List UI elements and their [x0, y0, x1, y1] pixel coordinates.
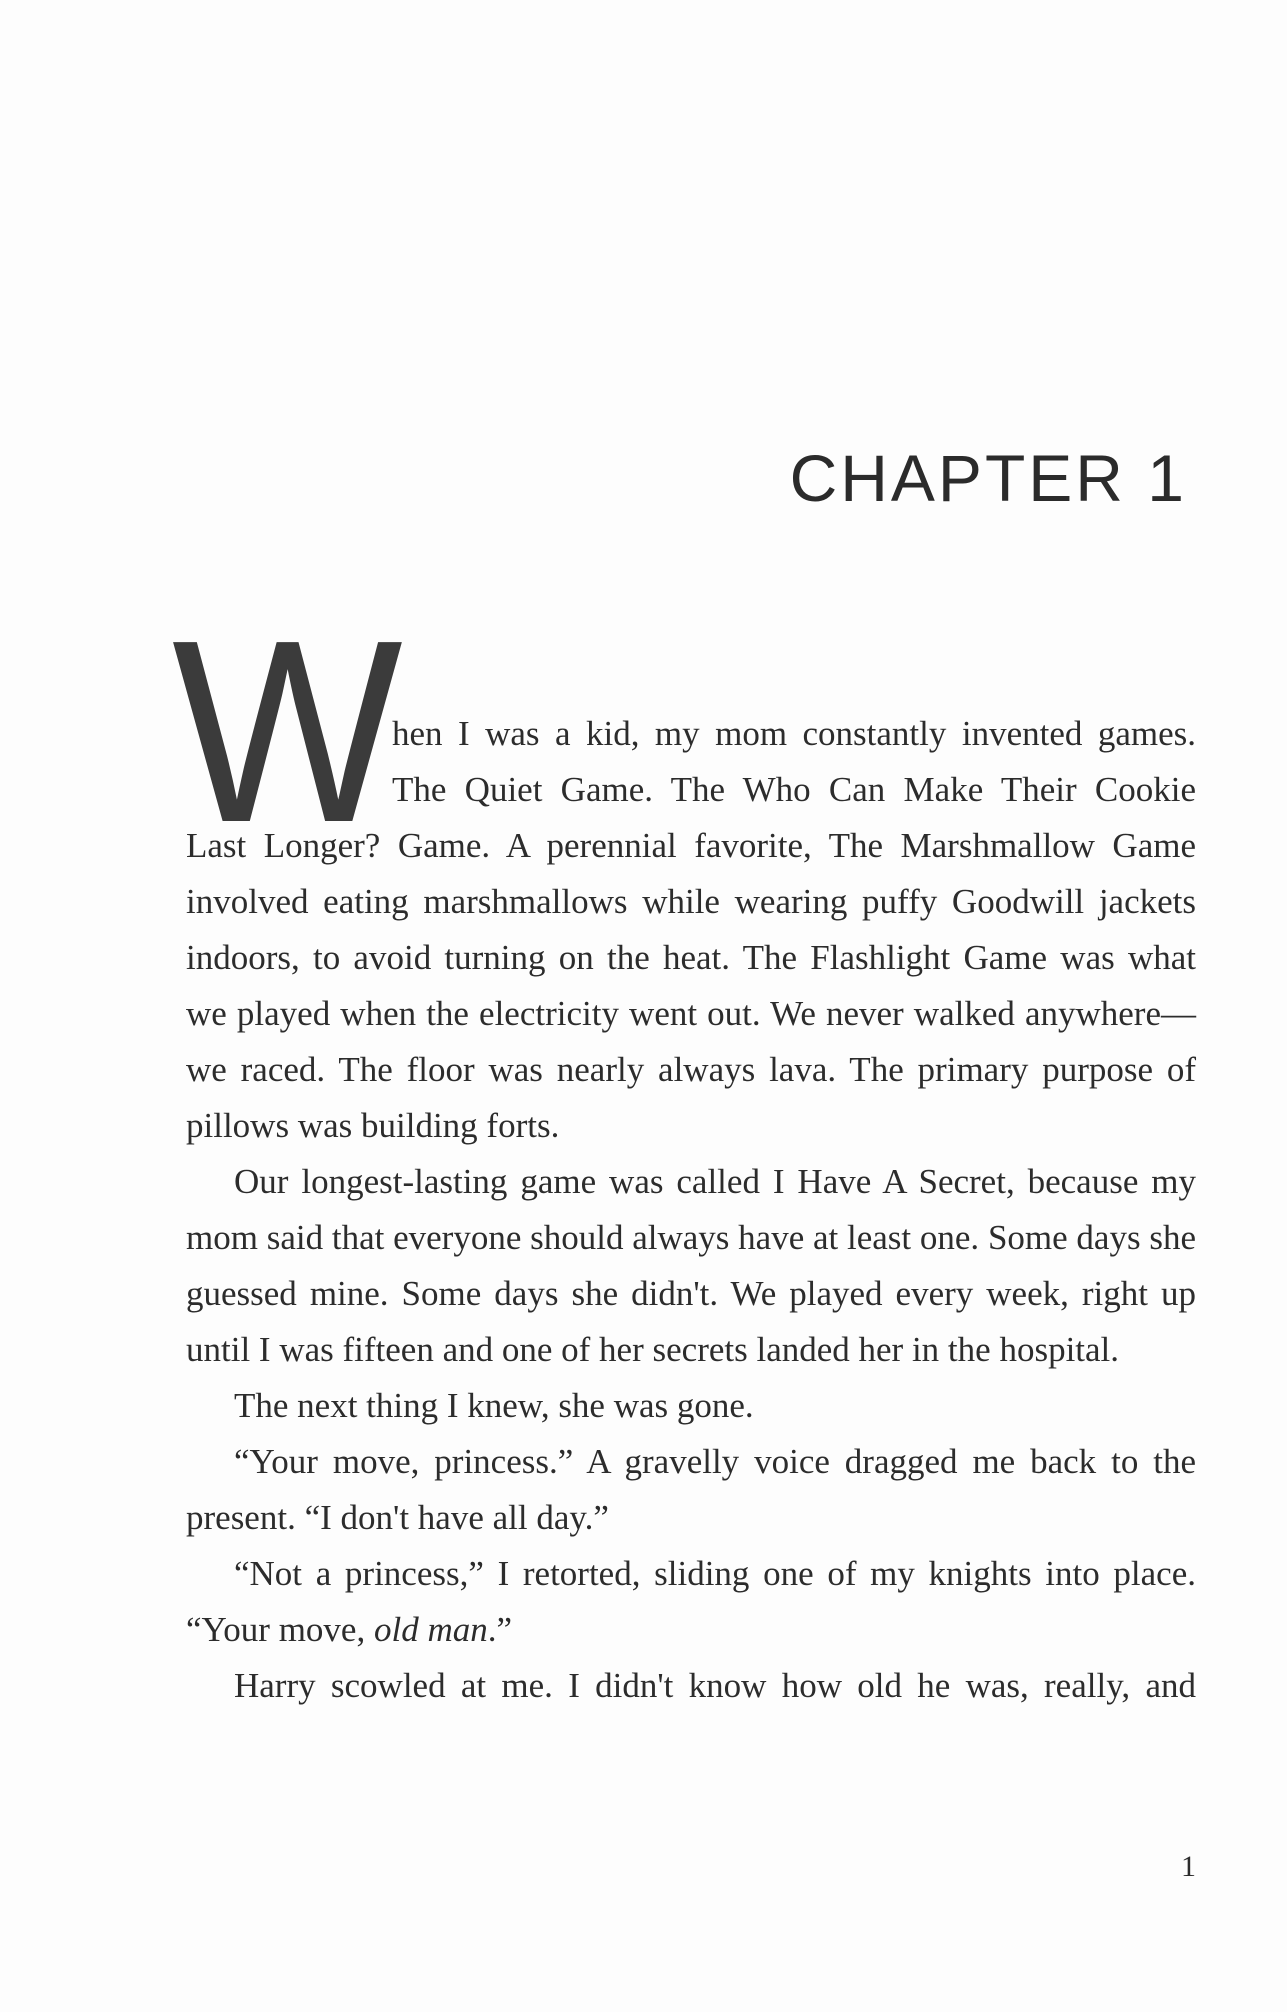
drop-cap: W	[172, 587, 394, 877]
chapter-body	[186, 706, 1196, 1714]
paragraph: The next thing I knew, she was gone.	[234, 1386, 754, 1425]
paragraph-line: The Quiet Game. The Who Can Make Their Cookie	[392, 770, 1196, 809]
paragraph	[186, 1546, 1196, 1658]
dialogue-text: .”	[487, 1610, 513, 1649]
page-number: 1	[1181, 1850, 1196, 1883]
emphasis-text: old man	[373, 1610, 488, 1649]
dialogue-text: “Not a princess,” I retorted, sliding one of my knights into place. “Your move,	[186, 1554, 1196, 1649]
paragraph: Our longest-lasting game was called I Have A Secret, because my mom said that everyone should always have at least one. Some days she guessed mine. Some days she didn't. We played every week, right up until I was fifteen and one of her secrets landed her in the hospital.	[186, 1162, 1196, 1369]
paragraph: “Your move, princess.” A gravelly voice dragged me back to the present. “I don't have all day.”	[186, 1442, 1196, 1537]
paragraph-line: hen I was a kid, my mom constantly invented games.	[392, 714, 1196, 753]
paragraph: Harry scowled at me. I didn't know how old he was, really, and	[234, 1666, 1196, 1705]
chapter-heading: CHAPTER 1	[789, 441, 1187, 515]
paragraph-text: Last Longer? Game. A perennial favorite, The Marshmallow Game involved eating marshmallows while wearing puffy Goodwill jackets indoors, to avoid turning on the heat. The Flashlight Game was what we played when the electricity went out. We never walked anywhere—we raced. The floor was nearly always lava. The primary purpose of pillows was building forts.	[186, 826, 1196, 1145]
paragraph	[186, 706, 1196, 1154]
